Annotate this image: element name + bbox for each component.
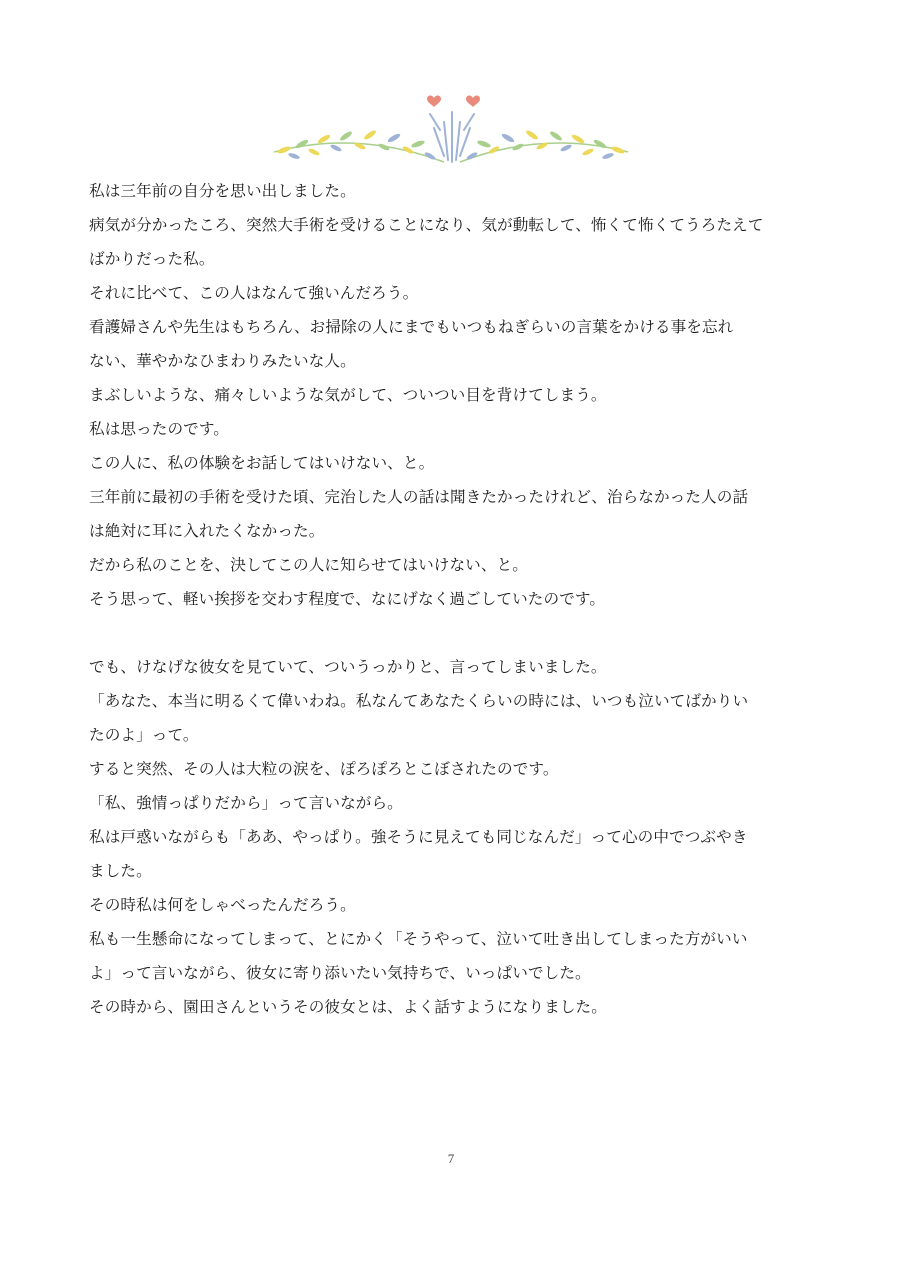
text-line: その時私は何をしゃべったんだろう。 xyxy=(89,896,356,914)
paragraph-gap xyxy=(89,616,819,650)
text-line: そう思って、軽い挨拶を交わす程度で、なにげなく過ごしていたのです。 xyxy=(89,590,606,608)
text-line: 私は戸惑いながらも「ああ、やっぱり。強そうに見えても同じなんだ」って心の中でつぶやき xyxy=(89,828,748,846)
page-number: 7 xyxy=(447,1151,455,1166)
text-line: 私は三年前の自分を思い出しました。 xyxy=(89,182,356,200)
text-line: ない、華やかなひまわりみたいな人。 xyxy=(89,352,356,370)
text-line: この人に、私の体験をお話してはいけない、と。 xyxy=(89,454,435,472)
text-line: 私も一生懸命になってしまって、とにかく「そうやって、泣いて吐き出してしまった方がいい xyxy=(89,930,748,948)
text-line: まぶしいような、痛々しいような気がして、ついつい目を背けてしまう。 xyxy=(89,386,607,404)
text-line: は絶対に耳に入れたくなかった。 xyxy=(89,522,325,540)
text-line: でも、けなげな彼女を見ていて、ついうっかりと、言ってしまいました。 xyxy=(89,658,607,676)
text-line: 「あなた、本当に明るくて偉いわね。私なんてあなたくらいの時には、いつも泣いてばかりい xyxy=(89,692,749,710)
floral-vine-with-hearts-icon xyxy=(268,90,634,170)
left-vine-icon xyxy=(274,129,444,162)
heart-icon xyxy=(427,95,441,107)
text-line: だから私のことを、決してこの人に知らせてはいけない、と。 xyxy=(89,556,528,574)
body-text xyxy=(89,174,819,1024)
text-line: それに比べて、この人はなんて強いんだろう。 xyxy=(89,284,419,302)
text-line: ばかりだった私。 xyxy=(89,250,215,268)
heart-icon xyxy=(466,95,480,107)
paragraph xyxy=(89,650,819,1024)
text-line: ました。 xyxy=(89,862,152,880)
text-line: 看護婦さんや先生はもちろん、お掃除の人にまでもいつもねぎらいの言葉をかける事を忘れ xyxy=(89,318,734,336)
center-sprig-icon xyxy=(430,112,474,162)
text-line: 三年前に最初の手術を受けた頃、完治した人の話は聞きたかったけれど、治らなかった人の話 xyxy=(89,488,749,506)
text-line: 「私、強情っぱりだから」って言いながら。 xyxy=(89,794,403,812)
text-line: すると突然、その人は大粒の涙を、ぽろぽろとこぼされたのです。 xyxy=(89,760,559,778)
text-line: 病気が分かったころ、突然大手術を受けることになり、気が動転して、怖くて怖くてうろたえて xyxy=(89,216,764,234)
text-line: その時から、園田さんというその彼女とは、よく話すようになりました。 xyxy=(89,998,607,1016)
text-line: よ」って言いながら、彼女に寄り添いたい気持ちで、いっぱいでした。 xyxy=(89,964,591,982)
right-vine-icon xyxy=(460,129,628,162)
paragraph xyxy=(89,174,819,616)
text-line: たのよ」って。 xyxy=(89,726,199,744)
text-line: 私は思ったのです。 xyxy=(89,420,229,438)
